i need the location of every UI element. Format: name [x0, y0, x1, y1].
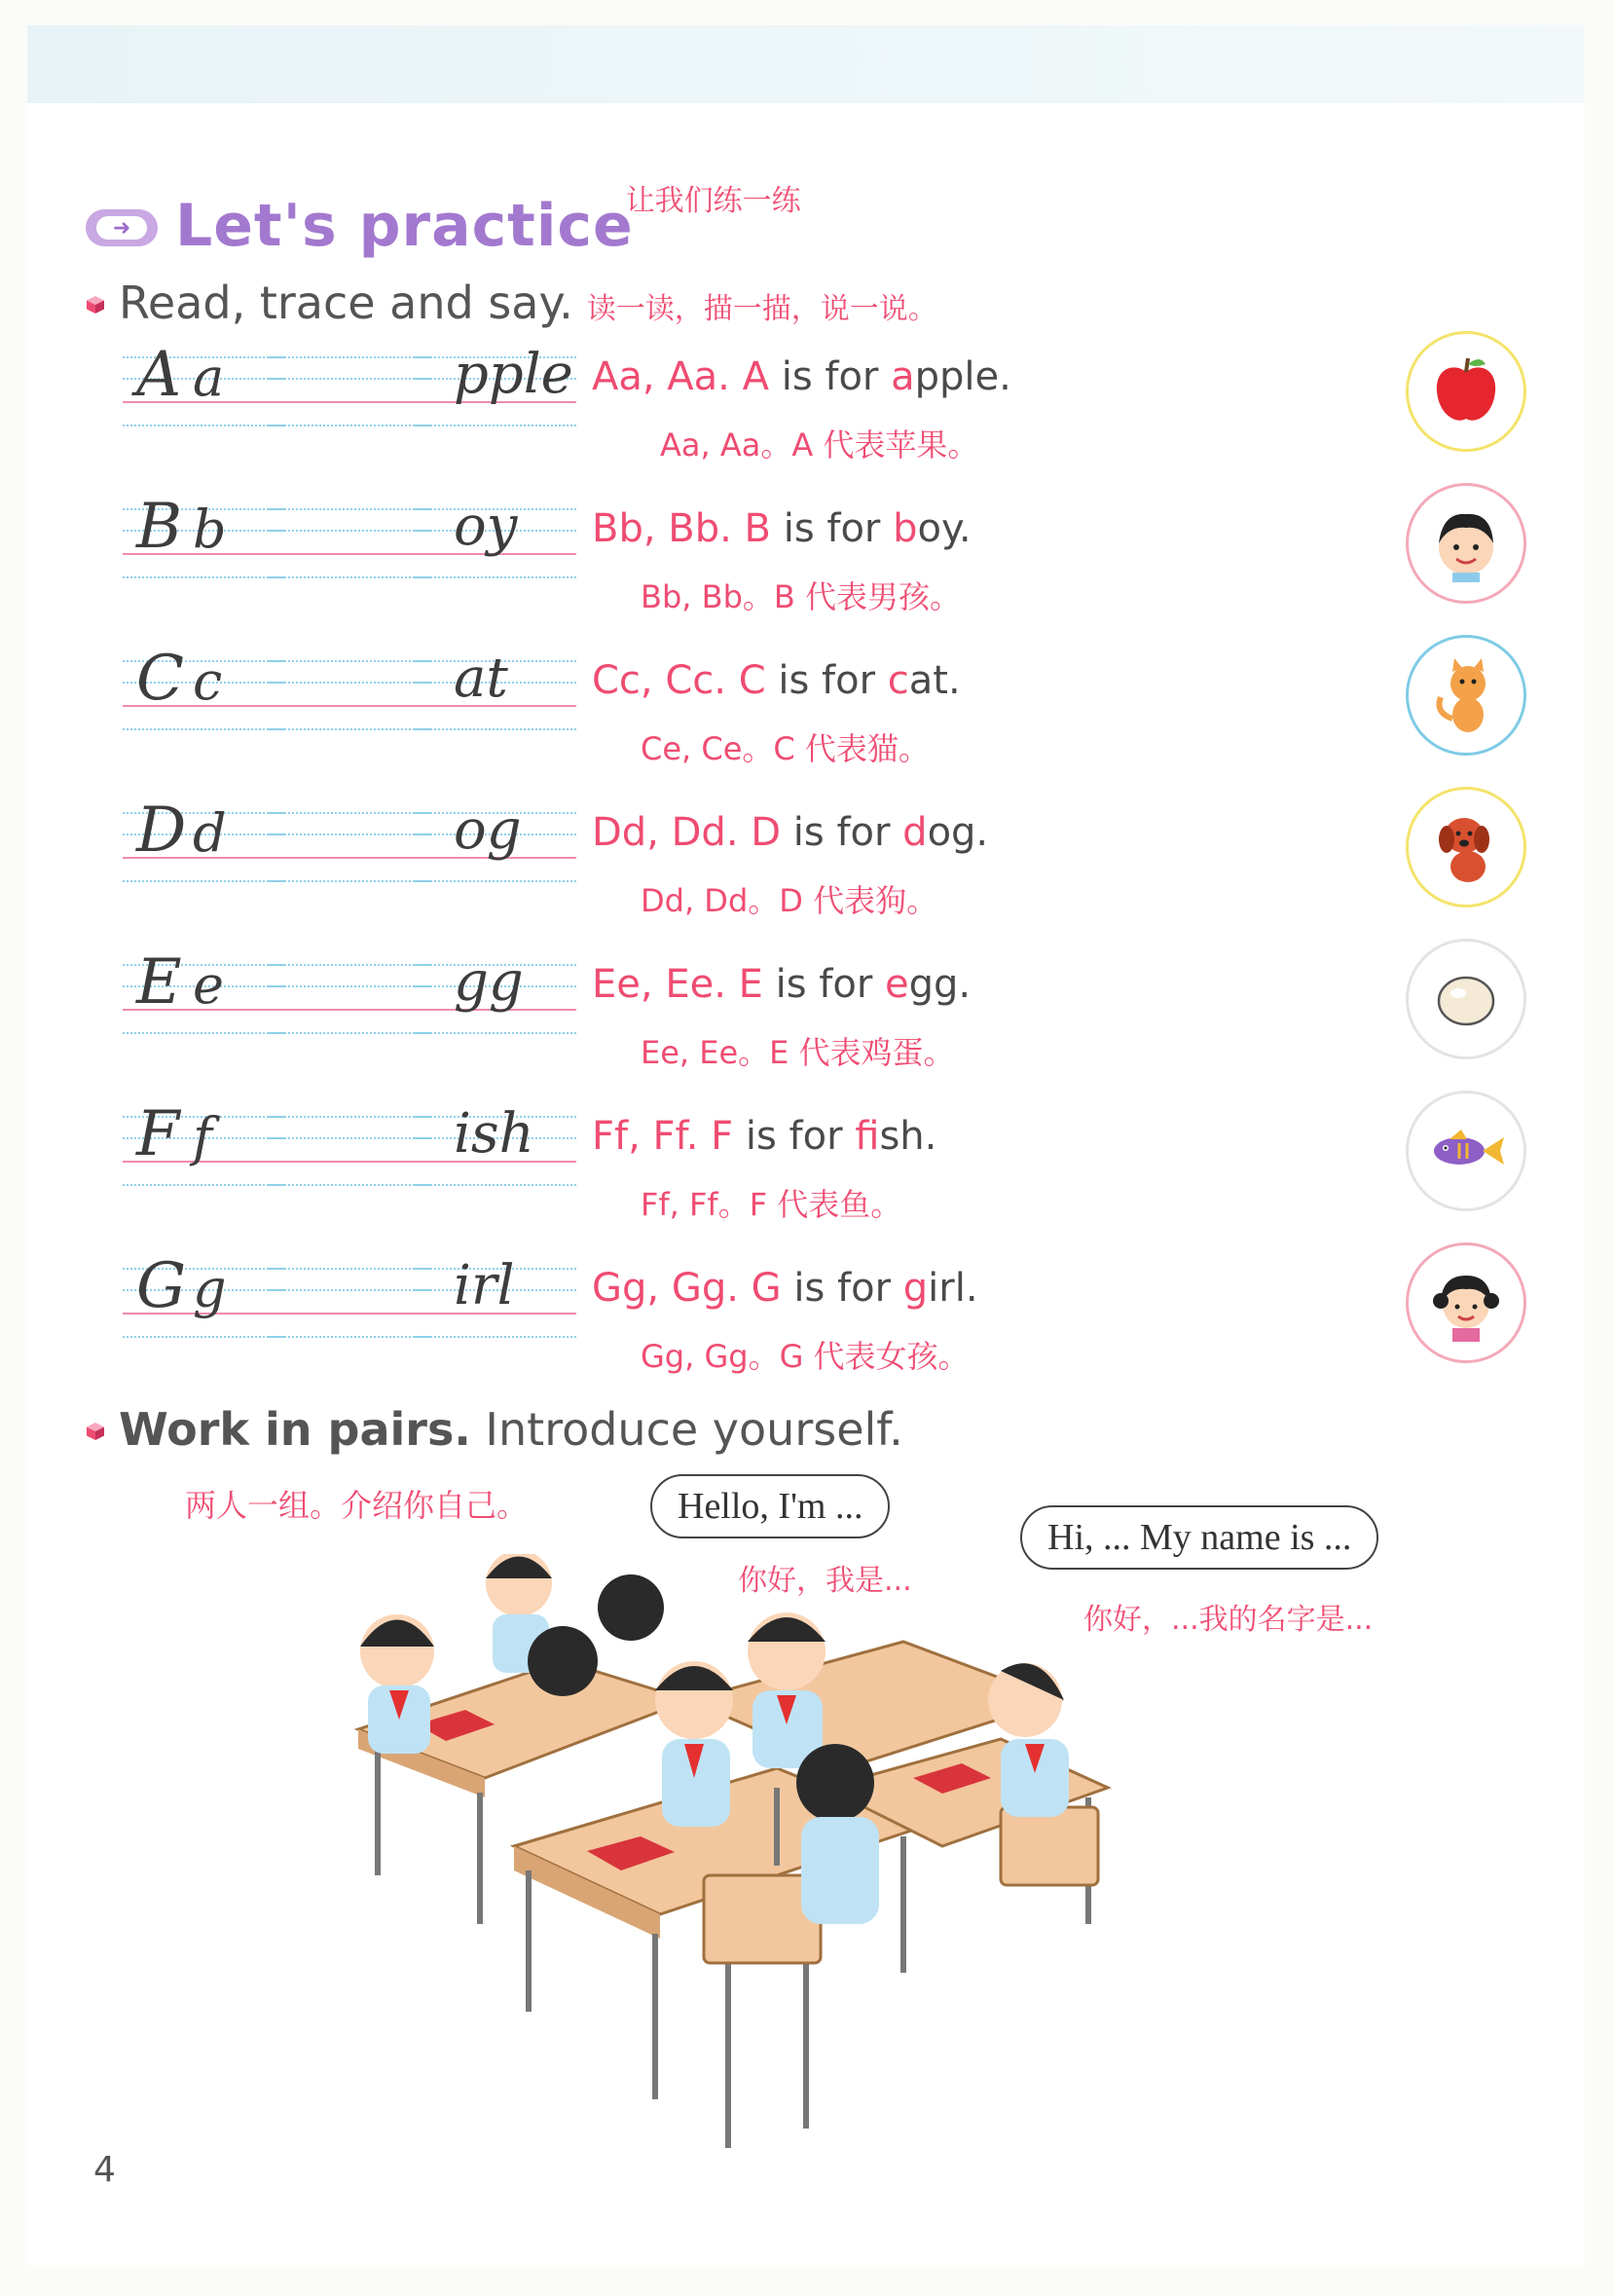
sentence-part-sent-b: is for [781, 810, 903, 855]
sentence-part-sent-word-first: c [887, 658, 909, 703]
task2-label-bold: Work in pairs. [119, 1403, 471, 1456]
handwritten-lowercase: e [193, 954, 224, 1016]
sentence-part-sent-word-rest: irl. [928, 1266, 978, 1311]
sentence-part-sent-letter: C [738, 658, 766, 703]
egg-icon [1406, 939, 1526, 1059]
letter-row-a [27, 337, 1585, 489]
writing-guide-trace [269, 1268, 430, 1338]
cube-bullet-icon [86, 1422, 105, 1441]
handwritten-uppercase: F [136, 1098, 180, 1170]
apple-icon [1406, 331, 1526, 452]
task1-label-cn: 读一读，描一描，说一说。 [586, 292, 937, 326]
sentence-part-sent-word-first: f [855, 1114, 880, 1159]
bubble-1-text: Hello, I'm ... [678, 1486, 863, 1527]
sentence-part-sent-word-first: a [891, 354, 915, 399]
example-sentence [592, 354, 1011, 399]
task2-label-rest: Introduce yourself. [470, 1403, 903, 1456]
handwritten-lowercase: c [193, 650, 223, 712]
handwritten-uppercase: C [136, 643, 184, 715]
letter-row-b [27, 489, 1585, 641]
handwritten-word-ending: at [454, 647, 508, 710]
sentence-translation: Ee, Ee。E 代表鸡蛋。 [641, 1034, 955, 1071]
classroom-illustration [319, 1554, 1195, 2177]
bubble-2-cn: 你好，...我的名字是... [1083, 1603, 1374, 1637]
writing-guide-trace [269, 812, 430, 882]
sentence-part-sent-b: is for [770, 506, 894, 551]
boy-icon [1406, 483, 1526, 604]
sentence-part-sent-word-rest: og. [927, 810, 989, 855]
cat-icon [1406, 635, 1526, 756]
sentence-part-sent-word-rest: at. [908, 658, 961, 703]
sentence-part-sent-b: is for [733, 1114, 856, 1159]
top-decor-strip [27, 25, 1585, 103]
sentence-translation: Dd, Dd。D 代表狗。 [641, 882, 938, 919]
writing-guide-trace [269, 964, 430, 1034]
handwritten-uppercase: D [136, 795, 187, 867]
sentence-part-sent-a: Ee, Ee. [592, 962, 739, 1007]
sentence-translation: Ff, Ff。F 代表鱼。 [641, 1186, 902, 1223]
task1-label: Read, trace and say. [119, 277, 573, 329]
section-title-cn: 让我们练一练 [625, 184, 801, 218]
sentence-part-sent-a: Aa, Aa. [592, 354, 743, 399]
writing-guide-trace [269, 356, 430, 426]
bubble-1-cn: 你好，我是... [738, 1564, 912, 1598]
sentence-translation: Gg, Gg。G 代表女孩。 [641, 1338, 970, 1375]
writing-guide-trace [269, 1116, 430, 1186]
example-sentence [592, 962, 971, 1007]
bubble-2-text: Hi, ... My name is ... [1047, 1517, 1352, 1558]
letter-row-d [27, 793, 1585, 944]
sentence-part-sent-word-first: e [885, 962, 909, 1007]
dog-icon [1406, 787, 1526, 907]
sentence-part-sent-b: is for [762, 962, 886, 1007]
sentence-part-sent-letter: E [738, 962, 763, 1007]
letter-row-e [27, 944, 1585, 1096]
sentence-part-sent-word-rest: gg. [908, 962, 972, 1007]
sentence-part-sent-a: Dd, Dd. [592, 810, 752, 855]
example-sentence [592, 658, 961, 703]
sentence-part-sent-letter: F [711, 1114, 734, 1159]
letter-row-g [27, 1248, 1585, 1400]
page-number: 4 [93, 2150, 116, 2190]
writing-guide-trace [269, 508, 430, 578]
example-sentence [592, 1114, 936, 1159]
girl-icon [1406, 1242, 1526, 1363]
handwritten-uppercase: A [136, 339, 182, 411]
handwritten-word-ending: og [454, 798, 522, 862]
fish-icon [1406, 1091, 1526, 1211]
task1-instruction [86, 277, 937, 329]
sentence-part-sent-letter: B [744, 506, 771, 551]
handwritten-uppercase: E [136, 946, 182, 1018]
section-heading [86, 176, 801, 260]
letter-row-c [27, 641, 1585, 793]
sentence-part-sent-word-rest: ish. [879, 1114, 937, 1159]
arrow-right-icon: ➜ [86, 209, 158, 246]
handwritten-lowercase: f [193, 1106, 212, 1167]
handwritten-lowercase: g [193, 1258, 227, 1319]
sentence-part-sent-word-first: d [902, 810, 928, 855]
sentence-part-sent-letter: D [751, 810, 782, 855]
task2-label-cn: 两人一组。介绍你自己。 [185, 1487, 529, 1524]
section-title: Let's practice [175, 192, 634, 260]
handwritten-uppercase: B [136, 491, 183, 563]
sentence-part-sent-b: is for [765, 658, 888, 703]
handwritten-lowercase: a [193, 347, 225, 408]
handwritten-uppercase: G [136, 1250, 187, 1322]
speech-bubble-1 [650, 1474, 890, 1538]
sentence-part-sent-letter: A [742, 354, 769, 399]
example-sentence [592, 506, 972, 551]
letter-row-f [27, 1096, 1585, 1248]
sentence-part-sent-word-first: b [893, 506, 918, 551]
handwritten-word-ending: gg [454, 950, 524, 1014]
textbook-page [27, 25, 1585, 2265]
sentence-translation: Aa, Aa。A 代表苹果。 [660, 426, 979, 463]
cube-bullet-icon [86, 295, 105, 315]
sentence-part-sent-a: Ff, Ff. [592, 1114, 712, 1159]
sentence-part-sent-b: is for [768, 354, 892, 399]
handwritten-lowercase: b [193, 499, 227, 560]
sentence-part-sent-word-rest: pple. [914, 354, 1011, 399]
handwritten-word-ending: oy [454, 495, 518, 558]
task2-instruction [86, 1403, 903, 1456]
sentence-part-sent-b: is for [781, 1266, 903, 1311]
sentence-translation: Ce, Ce。C 代表猫。 [641, 730, 930, 767]
writing-guide-trace [269, 660, 430, 730]
handwritten-lowercase: d [193, 802, 227, 864]
sentence-part-sent-word-rest: oy. [917, 506, 972, 551]
handwritten-word-ending: pple [454, 343, 573, 406]
sentence-part-sent-word-first: g [902, 1266, 929, 1311]
handwritten-word-ending: irl [454, 1254, 515, 1317]
sentence-translation: Bb, Bb。B 代表男孩。 [641, 578, 962, 615]
sentence-part-sent-a: Bb, Bb. [592, 506, 745, 551]
example-sentence [592, 1266, 978, 1311]
example-sentence [592, 810, 988, 855]
sentence-part-sent-letter: G [751, 1266, 782, 1311]
sentence-part-sent-a: Gg, Gg. [592, 1266, 752, 1311]
sentence-part-sent-a: Cc, Cc. [592, 658, 739, 703]
handwritten-word-ending: ish [454, 1102, 534, 1166]
